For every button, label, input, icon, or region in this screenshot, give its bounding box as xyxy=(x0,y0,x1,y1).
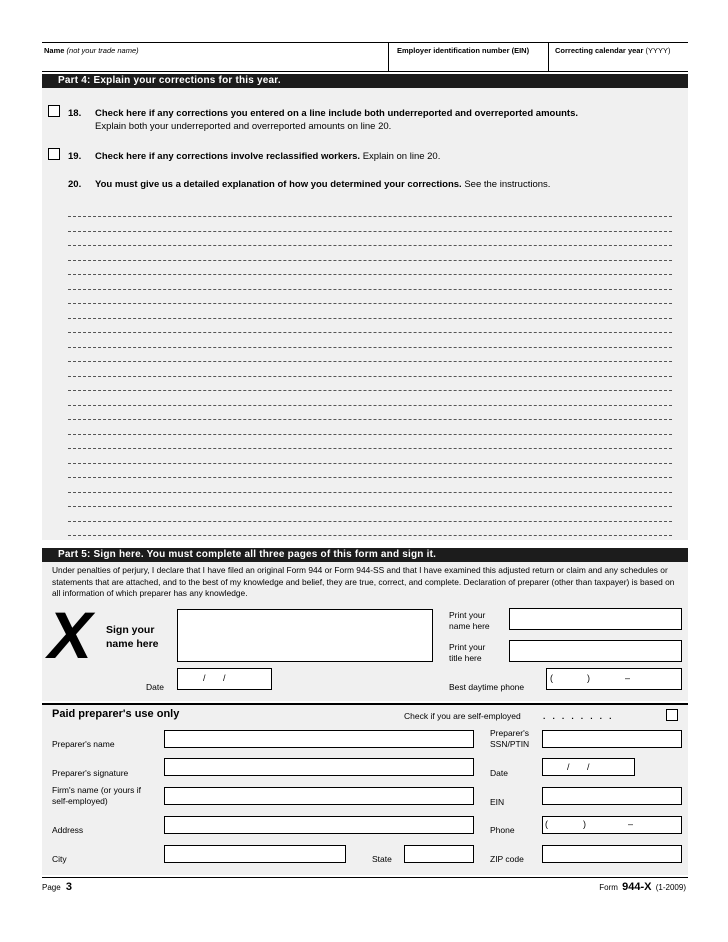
prep-phone-open: ( xyxy=(545,819,548,829)
preparer-name-box[interactable] xyxy=(164,730,474,748)
ssn-line1: Preparer's xyxy=(490,728,529,738)
footer-rule xyxy=(42,877,688,878)
explanation-line[interactable] xyxy=(68,361,672,362)
line20-bold: You must give us a detailed explanation of how you determined your corrections. xyxy=(95,179,462,190)
firm-label xyxy=(52,785,141,807)
explanation-line[interactable] xyxy=(68,289,672,290)
date-format: / / xyxy=(203,673,226,683)
state-box[interactable] xyxy=(404,845,474,863)
phone-label: Best daytime phone xyxy=(449,682,525,692)
form-header xyxy=(42,42,688,72)
explanation-line[interactable] xyxy=(68,231,672,232)
phone-label-prep: Phone xyxy=(490,825,515,835)
state-label: State xyxy=(372,854,392,864)
sign-x-mark: X xyxy=(48,598,93,672)
line20-text: See the instructions. xyxy=(464,179,551,190)
print-name-label xyxy=(449,610,490,632)
name-cell[interactable] xyxy=(42,43,388,71)
firm-line2: self-employed) xyxy=(52,796,108,806)
line18 xyxy=(68,107,678,133)
page-num: 3 xyxy=(65,881,73,893)
firm-box[interactable] xyxy=(164,787,474,805)
print-name-line1: Print your xyxy=(449,610,486,620)
preparer-signature-label: Preparer's signature xyxy=(52,768,129,778)
part4-title: Part 4: Explain your corrections for this year. xyxy=(42,74,688,88)
line20-num: 20. xyxy=(68,179,82,190)
line20 xyxy=(68,178,678,191)
phone-open: ( xyxy=(550,673,553,683)
explanation-line[interactable] xyxy=(68,303,672,304)
explanation-line[interactable] xyxy=(68,521,672,522)
line18-text: Explain both your underreported and overreported amounts on line 20. xyxy=(95,121,392,132)
preparer-name-label: Preparer's name xyxy=(52,739,115,749)
ssn-box[interactable] xyxy=(542,730,682,748)
line19 xyxy=(68,150,678,163)
signature-box[interactable] xyxy=(177,609,433,662)
print-title-label xyxy=(449,642,485,664)
phone-dash: – xyxy=(625,673,631,683)
explanation-line[interactable] xyxy=(68,260,672,261)
year-cell[interactable] xyxy=(548,43,688,71)
zip-label: ZIP code xyxy=(490,854,524,864)
line19-num: 19. xyxy=(68,151,82,162)
print-title-box[interactable] xyxy=(509,640,682,662)
prep-phone-close: ) xyxy=(583,819,586,829)
date-label: Date xyxy=(146,682,164,692)
prep-phone-dash: – xyxy=(628,819,634,829)
print-title-line1: Print your xyxy=(449,642,486,652)
explanation-line[interactable] xyxy=(68,419,672,420)
explanation-line[interactable] xyxy=(68,477,672,478)
preparer-date-format: / / xyxy=(567,762,590,772)
line18-checkbox[interactable] xyxy=(48,105,60,117)
line18-num: 18. xyxy=(68,108,82,119)
explanation-line[interactable] xyxy=(68,405,672,406)
explanation-line[interactable] xyxy=(68,318,672,319)
preparer-signature-box[interactable] xyxy=(164,758,474,776)
sign-line1: Sign your xyxy=(106,624,155,636)
address-label: Address xyxy=(52,825,84,835)
part4-section xyxy=(42,74,688,540)
preparer-date-box[interactable] xyxy=(542,758,635,776)
address-box[interactable] xyxy=(164,816,474,834)
ein-box[interactable] xyxy=(542,787,682,805)
line18-bold: Check here if any corrections you entered on a line include both underreported and overreported amounts. xyxy=(95,108,579,119)
explanation-line[interactable] xyxy=(68,376,672,377)
year-label: Correcting calendar year xyxy=(555,46,644,55)
zip-box[interactable] xyxy=(542,845,682,863)
form-id xyxy=(599,881,686,893)
sign-label xyxy=(106,623,159,651)
self-employed-leader: . . . . . . . . xyxy=(543,711,612,721)
line19-checkbox[interactable] xyxy=(48,148,60,160)
ssn-line2: SSN/PTIN xyxy=(490,739,530,749)
explanation-line[interactable] xyxy=(68,535,672,536)
print-title-line2: title here xyxy=(449,653,482,663)
page-label: Page xyxy=(42,883,61,892)
ein-label-prep: EIN xyxy=(490,797,505,807)
self-employed-label: Check if you are self-employed xyxy=(404,711,521,721)
line19-bold: Check here if any corrections involve reclassified workers. xyxy=(95,151,361,162)
name-note: (not your trade name) xyxy=(66,46,139,55)
explanation-line[interactable] xyxy=(68,347,672,348)
date-box[interactable] xyxy=(177,668,272,690)
explanation-line[interactable] xyxy=(68,216,672,217)
print-name-line2: name here xyxy=(449,621,490,631)
preparer-title: Paid preparer's use only xyxy=(52,708,180,720)
page-number xyxy=(42,881,72,893)
name-label: Name xyxy=(44,46,65,55)
part5-title: Part 5: Sign here. You must complete all three pages of this form and sign it. xyxy=(42,548,688,562)
explanation-line[interactable] xyxy=(68,274,672,275)
explanation-line[interactable] xyxy=(68,332,672,333)
explanation-line[interactable] xyxy=(68,506,672,507)
explanation-line[interactable] xyxy=(68,448,672,449)
self-employed-checkbox[interactable] xyxy=(666,709,678,721)
print-name-box[interactable] xyxy=(509,608,682,630)
city-label: City xyxy=(52,854,67,864)
form-rev: (1-2009) xyxy=(655,883,686,892)
year-note: (YYYY) xyxy=(645,46,671,55)
explanation-line[interactable] xyxy=(68,434,672,435)
sign-line2: name here xyxy=(106,638,159,650)
declaration: Under penalties of perjury, I declare that I have filed an original Form 944 or Form 944-SS and that I have examined this adjusted return or claim and any schedules or statements that are attached, and to the best of my knowledge and belief, they are true, correct, and complete. Declaration of preparer (other than taxpayer) is based on all information of which preparer has any knowledge. xyxy=(52,565,675,598)
line19-text: Explain on line 20. xyxy=(362,151,441,162)
ssn-label xyxy=(490,728,529,750)
form-label: Form xyxy=(599,883,618,892)
explanation-line[interactable] xyxy=(68,492,672,493)
phone-box[interactable] xyxy=(546,668,682,690)
form-num: 944-X xyxy=(622,881,652,893)
phone-close: ) xyxy=(587,673,590,683)
explanation-line[interactable] xyxy=(68,390,672,391)
preparer-date-label: Date xyxy=(490,768,508,778)
preparer-phone-box[interactable] xyxy=(542,816,682,834)
firm-line1: Firm's name (or yours if xyxy=(52,785,141,795)
ein-label: Employer identification number (EIN) xyxy=(397,46,530,55)
explanation-line[interactable] xyxy=(68,245,672,246)
city-box[interactable] xyxy=(164,845,346,863)
explanation-line[interactable] xyxy=(68,463,672,464)
ein-cell[interactable] xyxy=(388,43,548,71)
